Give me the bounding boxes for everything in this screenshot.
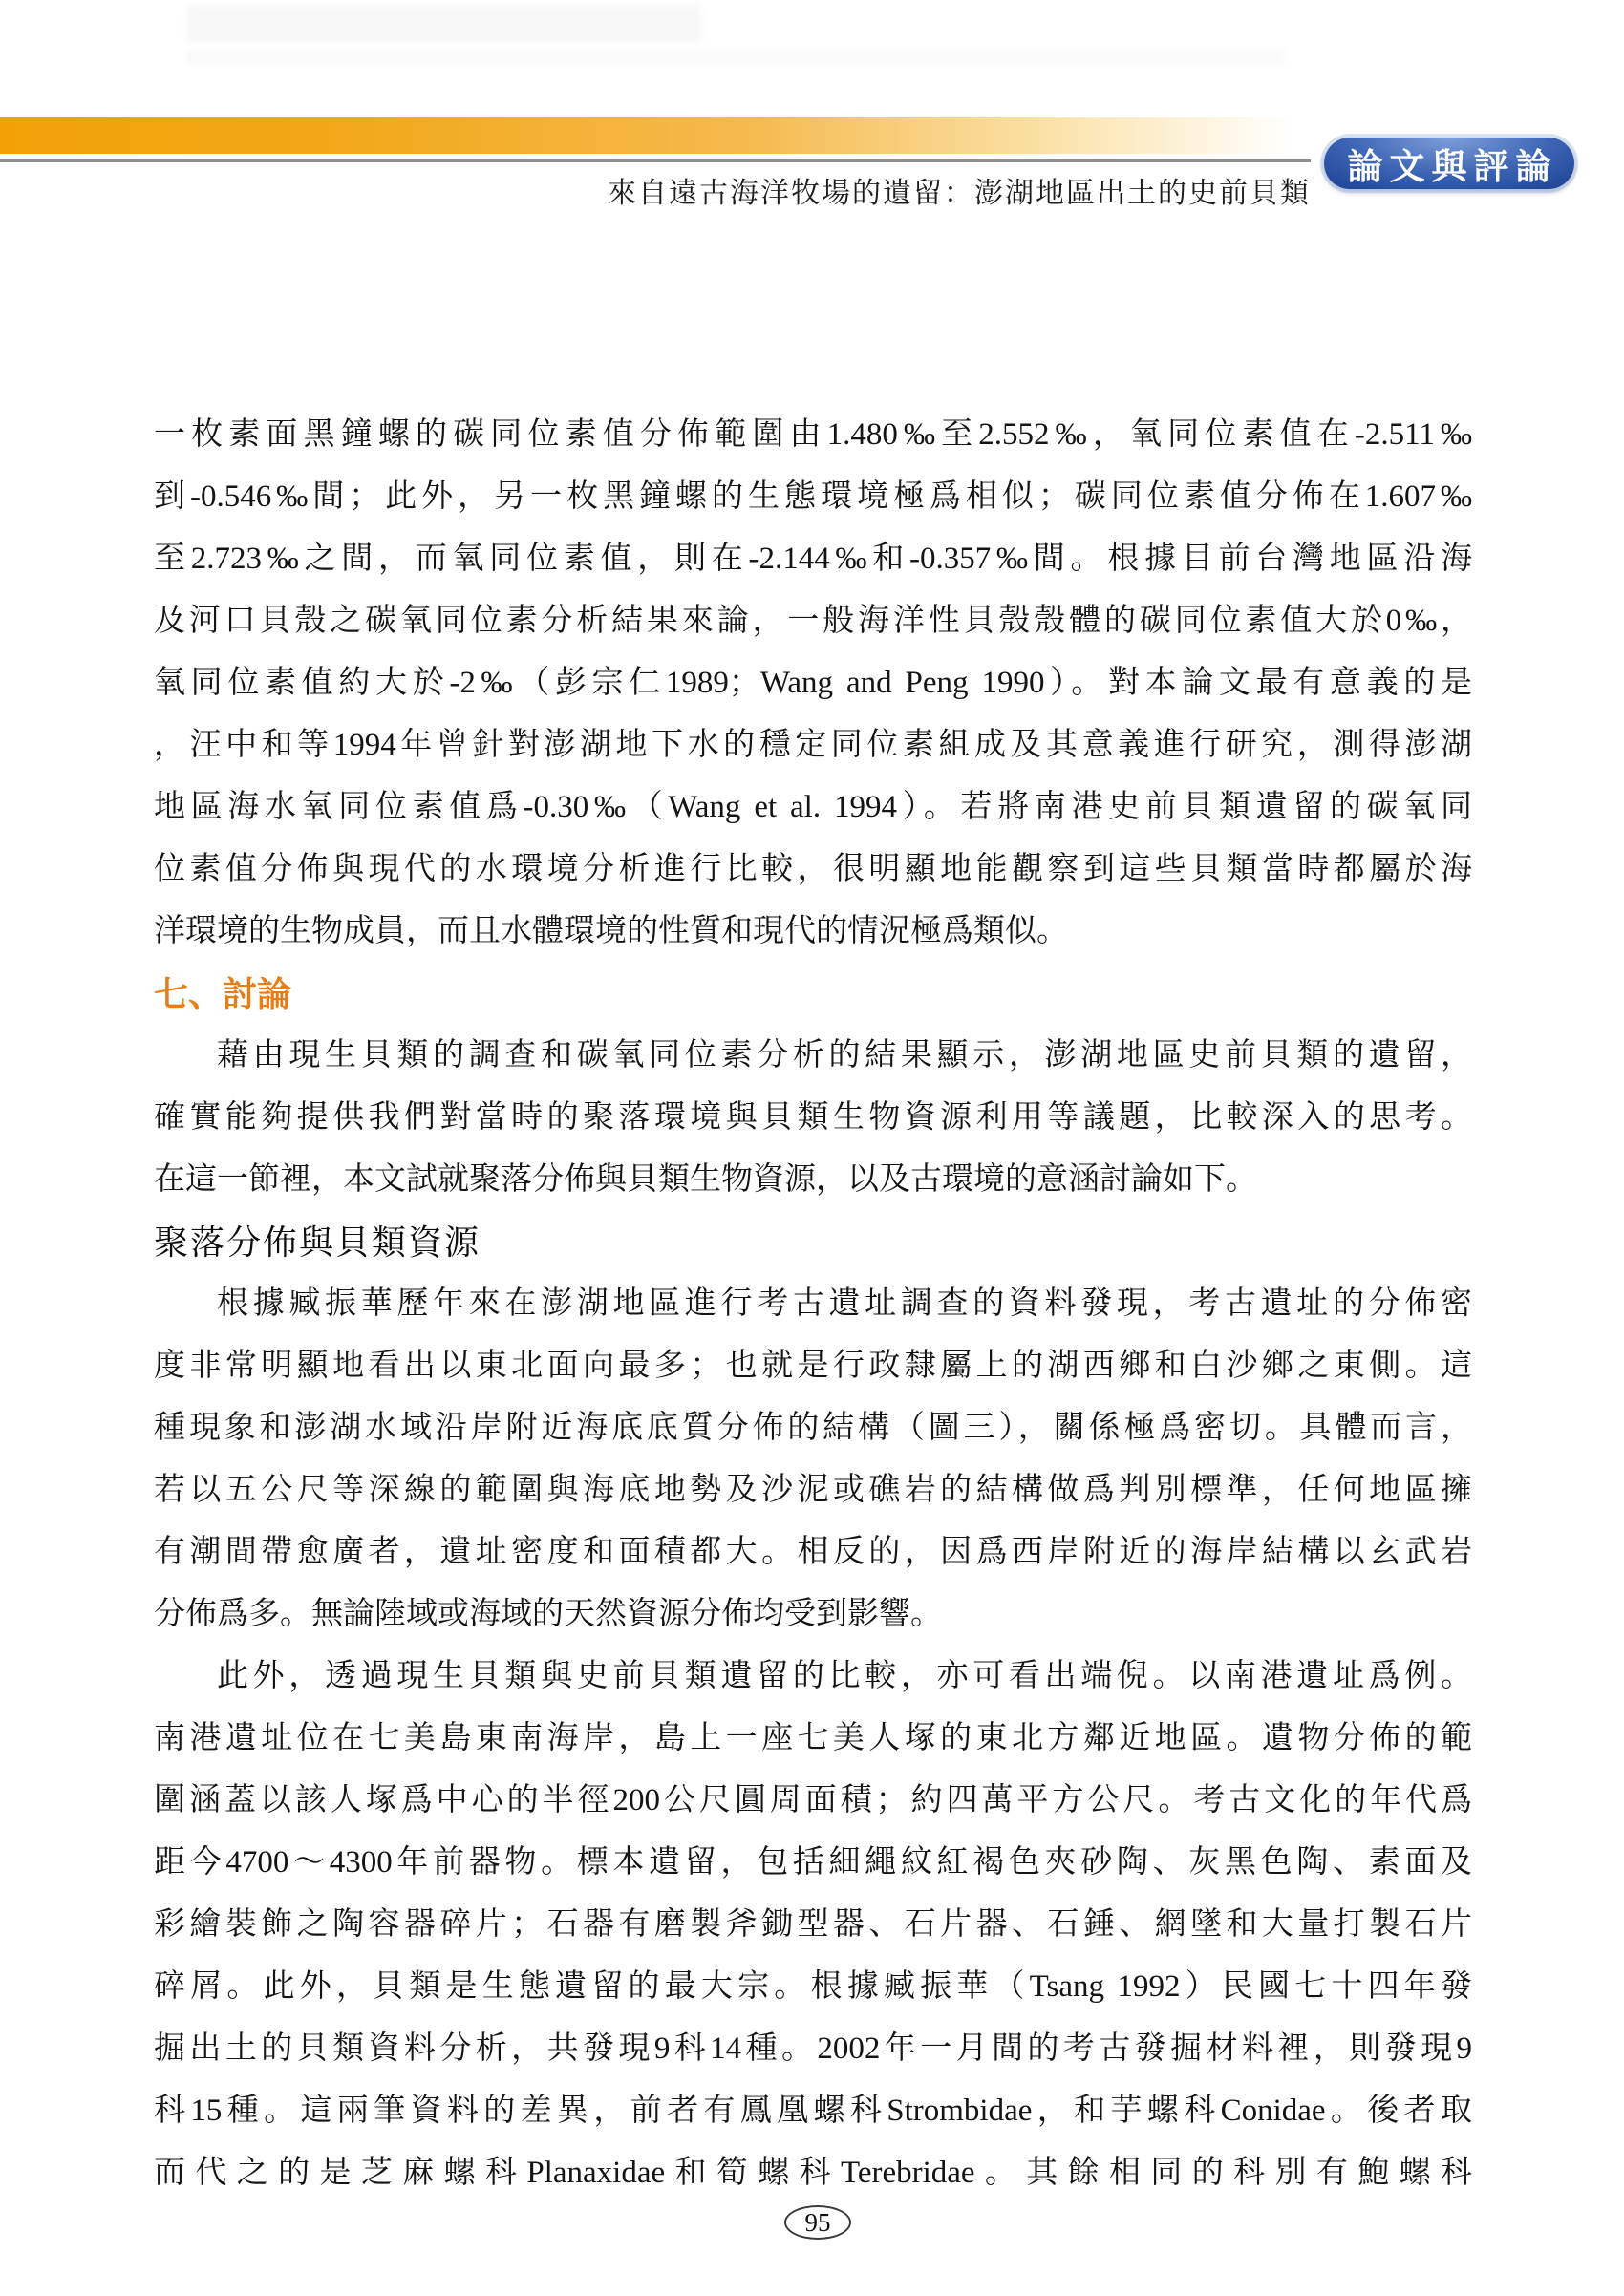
subsection-heading-settlement: 聚落分佈與貝類資源	[154, 1222, 481, 1262]
body-line: 若以五公尺等深線的範圍與海底地勢及沙泥或礁岩的結構做爲判別標準，任何地區擁	[154, 1473, 1472, 1507]
page-number: 95	[784, 2205, 851, 2240]
body-line: 位素值分佈與現代的水環境分析進行比較，很明顯地能觀察到這些貝類當時都屬於海	[154, 852, 1472, 886]
body-line: 分佈爲多。無論陸域或海域的天然資源分佈均受到影響。	[154, 1597, 942, 1631]
body-line: 圍涵蓋以該人塚爲中心的半徑200公尺圓周面積；約四萬平方公尺。考古文化的年代爲	[154, 1783, 1472, 1818]
body-line: 及河口貝殼之碳氧同位素分析結果來論，一般海洋性貝殼殼體的碳同位素值大於0‰，	[154, 604, 1472, 638]
section-badge: 論文與評論	[1324, 138, 1574, 189]
body-line: 彩繪裝飾之陶容器碎片；石器有磨製斧鋤型器、石片器、石錘、網墜和大量打製石片	[154, 1907, 1472, 1942]
body-line: 種現象和澎湖水域沿岸附近海底底質分佈的結構（圖三），關係極爲密切。具體而言，	[154, 1411, 1472, 1445]
body-line: 到-0.546‰間；此外，另一枚黑鐘螺的生態環境極爲相似；碳同位素值分佈在1.607‰	[154, 479, 1472, 514]
section-heading-discussion: 七、討論	[154, 974, 292, 1013]
body-line: 碎屑。此外，貝類是生態遺留的最大宗。根據臧振華（Tsang 1992）民國七十四年發	[154, 1969, 1472, 2004]
body-line: 藉由現生貝類的調查和碳氧同位素分析的結果顯示，澎湖地區史前貝類的遺留，	[217, 1038, 1472, 1073]
body-line: 氧同位素值約大於-2‰（彭宗仁1989；Wang and Peng 1990）。對本論文最有意義的是	[154, 666, 1472, 700]
body-line: 至2.723‰之間，而氧同位素值，則在-2.144‰和-0.357‰間。根據目前台灣地區沿海	[154, 542, 1472, 576]
bleed-through-ghost-text	[186, 6, 702, 42]
body-line: 根據臧振華歷年來在澎湖地區進行考古遺址調查的資料發現，考古遺址的分佈密	[217, 1286, 1472, 1321]
body-line: 科15種。這兩筆資料的差異，前者有鳳凰螺科Strombidae，和芋螺科Conidae。後者取	[154, 2094, 1472, 2128]
body-line: ，汪中和等1994年曾針對澎湖地下水的穩定同位素組成及其意義進行研究，測得澎湖	[154, 728, 1472, 762]
body-line: 一枚素面黑鐘螺的碳同位素值分佈範圍由1.480‰至2.552‰，氧同位素值在-2.511‰	[154, 417, 1472, 452]
body-line: 度非常明顯地看出以東北面向最多；也就是行政隸屬上的湖西鄉和白沙鄉之東側。這	[154, 1349, 1472, 1383]
body-line: 確實能夠提供我們對當時的聚落環境與貝類生物資源利用等議題，比較深入的思考。	[154, 1100, 1472, 1135]
body-line: 有潮間帶愈廣者，遺址密度和面積都大。相反的，因爲西岸附近的海岸結構以玄武岩	[154, 1535, 1472, 1569]
body-text	[154, 404, 1472, 2204]
body-line: 地區海水氧同位素值爲-0.30‰（Wang et al. 1994）。若將南港史前貝類遺留的碳氧同	[154, 790, 1472, 824]
body-line: 距今4700～4300年前器物。標本遺留，包括細繩紋紅褐色夾砂陶、灰黑色陶、素面及	[154, 1845, 1472, 1880]
body-line: 南港遺址位在七美島東南海岸，島上一座七美人塚的東北方鄰近地區。遺物分佈的範	[154, 1721, 1472, 1755]
body-line: 掘出土的貝類資料分析，共發現9科14種。2002年一月間的考古發掘材料裡，則發現9	[154, 2031, 1472, 2066]
bleed-through-ghost-text	[186, 50, 1285, 64]
running-head-title: 來自遠古海洋牧場的遺留：澎湖地區出土的史前貝類	[608, 178, 1311, 209]
header-divider-line	[0, 159, 1311, 162]
body-line: 洋環境的生物成員，而且水體環境的性質和現代的情況極爲類似。	[154, 914, 1068, 948]
body-line: 而代之的是芝麻螺科Planaxidae和筍螺科Terebridae。其餘相同的科別有鮑螺科	[154, 2156, 1472, 2190]
body-line: 此外，透過現生貝類與史前貝類遺留的比較，亦可看出端倪。以南港遺址爲例。	[217, 1659, 1472, 1693]
body-line: 在這一節裡，本文試就聚落分佈與貝類生物資源，以及古環境的意涵討論如下。	[154, 1162, 1257, 1197]
header-accent-bar	[0, 117, 1292, 154]
